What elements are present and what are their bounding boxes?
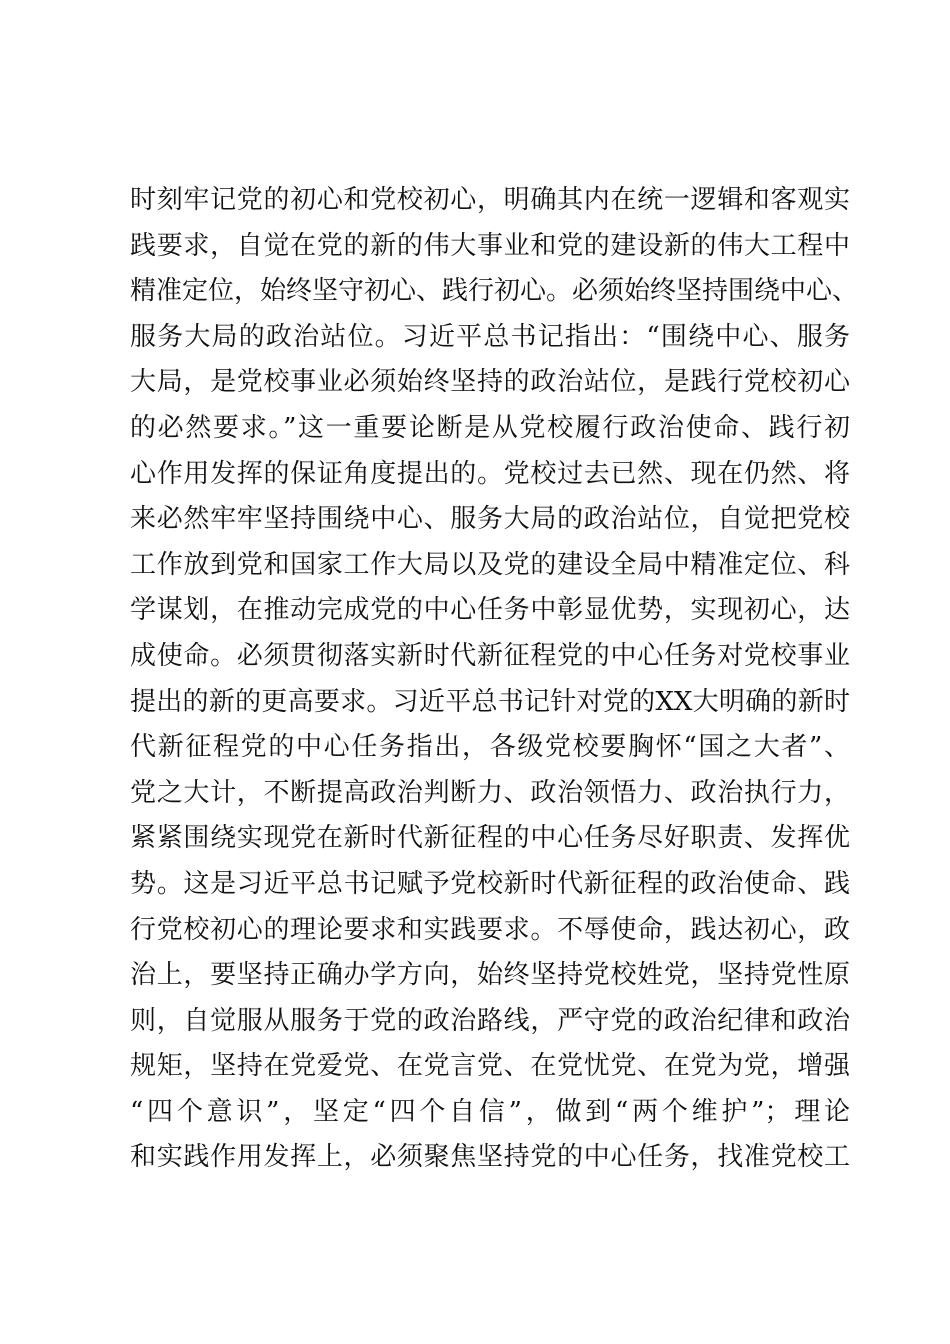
text-line: 大局，是党校事业必须始终坚持的政治站位，是践行党校初心 — [130, 367, 850, 398]
text-line: 行党校初心的理论要求和实践要求。不辱使命，践达初心，政 — [130, 914, 850, 945]
text-line: 服务大局的政治站位。习近平总书记指出：“围绕中心、服务 — [130, 321, 850, 352]
text-line: 践要求，自觉在党的新的伟大事业和党的建设新的伟大工程中 — [130, 230, 850, 261]
text-line: 成使命。必须贯彻落实新时代新征程党的中心任务对党校事业 — [130, 640, 850, 671]
text-line: 代新征程党的中心任务指出，各级党校要胸怀“国之大者”、 — [130, 732, 850, 763]
text-line: “四个意识”，坚定“四个自信”，做到“两个维护”；理论 — [130, 1096, 850, 1127]
text-line: 来必然牢牢坚持围绕中心、服务大局的政治站位，自觉把党校 — [130, 504, 850, 535]
text-line: 和实践作用发挥上，必须聚焦坚持党的中心任务，找准党校工 — [130, 1142, 850, 1173]
text-line: 紧紧围绕实现党在新时代新征程的中心任务尽好职责、发挥优 — [130, 823, 850, 854]
text-line: 则，自觉服从服务于党的政治路线，严守党的政治纪律和政治 — [130, 1005, 850, 1036]
text-line: 学谋划，在推动完成党的中心任务中彰显优势，实现初心，达 — [130, 595, 850, 626]
text-line: 党之大计，不断提高政治判断力、政治领悟力、政治执行力， — [130, 777, 850, 808]
text-line: 势。这是习近平总书记赋予党校新时代新征程的政治使命、践 — [130, 868, 850, 899]
text-line: 提出的新的更高要求。习近平总书记针对党的XX大明确的新时 — [130, 686, 850, 717]
text-line: 工作放到党和国家工作大局以及党的建设全局中精准定位、科 — [130, 549, 850, 580]
text-line: 时刻牢记党的初心和党校初心，明确其内在统一逻辑和客观实 — [130, 185, 850, 215]
text-line: 精准定位，始终坚守初心、践行初心。必须始终坚持围绕中心、 — [130, 276, 859, 307]
text-line: 的必然要求。”这一重要论断是从党校履行政治使命、践行初 — [130, 412, 850, 443]
body-paragraph — [130, 178, 859, 1181]
text-line: 治上，要坚持正确办学方向，始终坚持党校姓党，坚持党性原 — [130, 960, 850, 991]
text-line: 规矩，坚持在党爱党、在党言党、在党忧党、在党为党，增强 — [130, 1051, 850, 1082]
text-line: 心作用发挥的保证角度提出的。党校过去已然、现在仍然、将 — [130, 458, 850, 489]
